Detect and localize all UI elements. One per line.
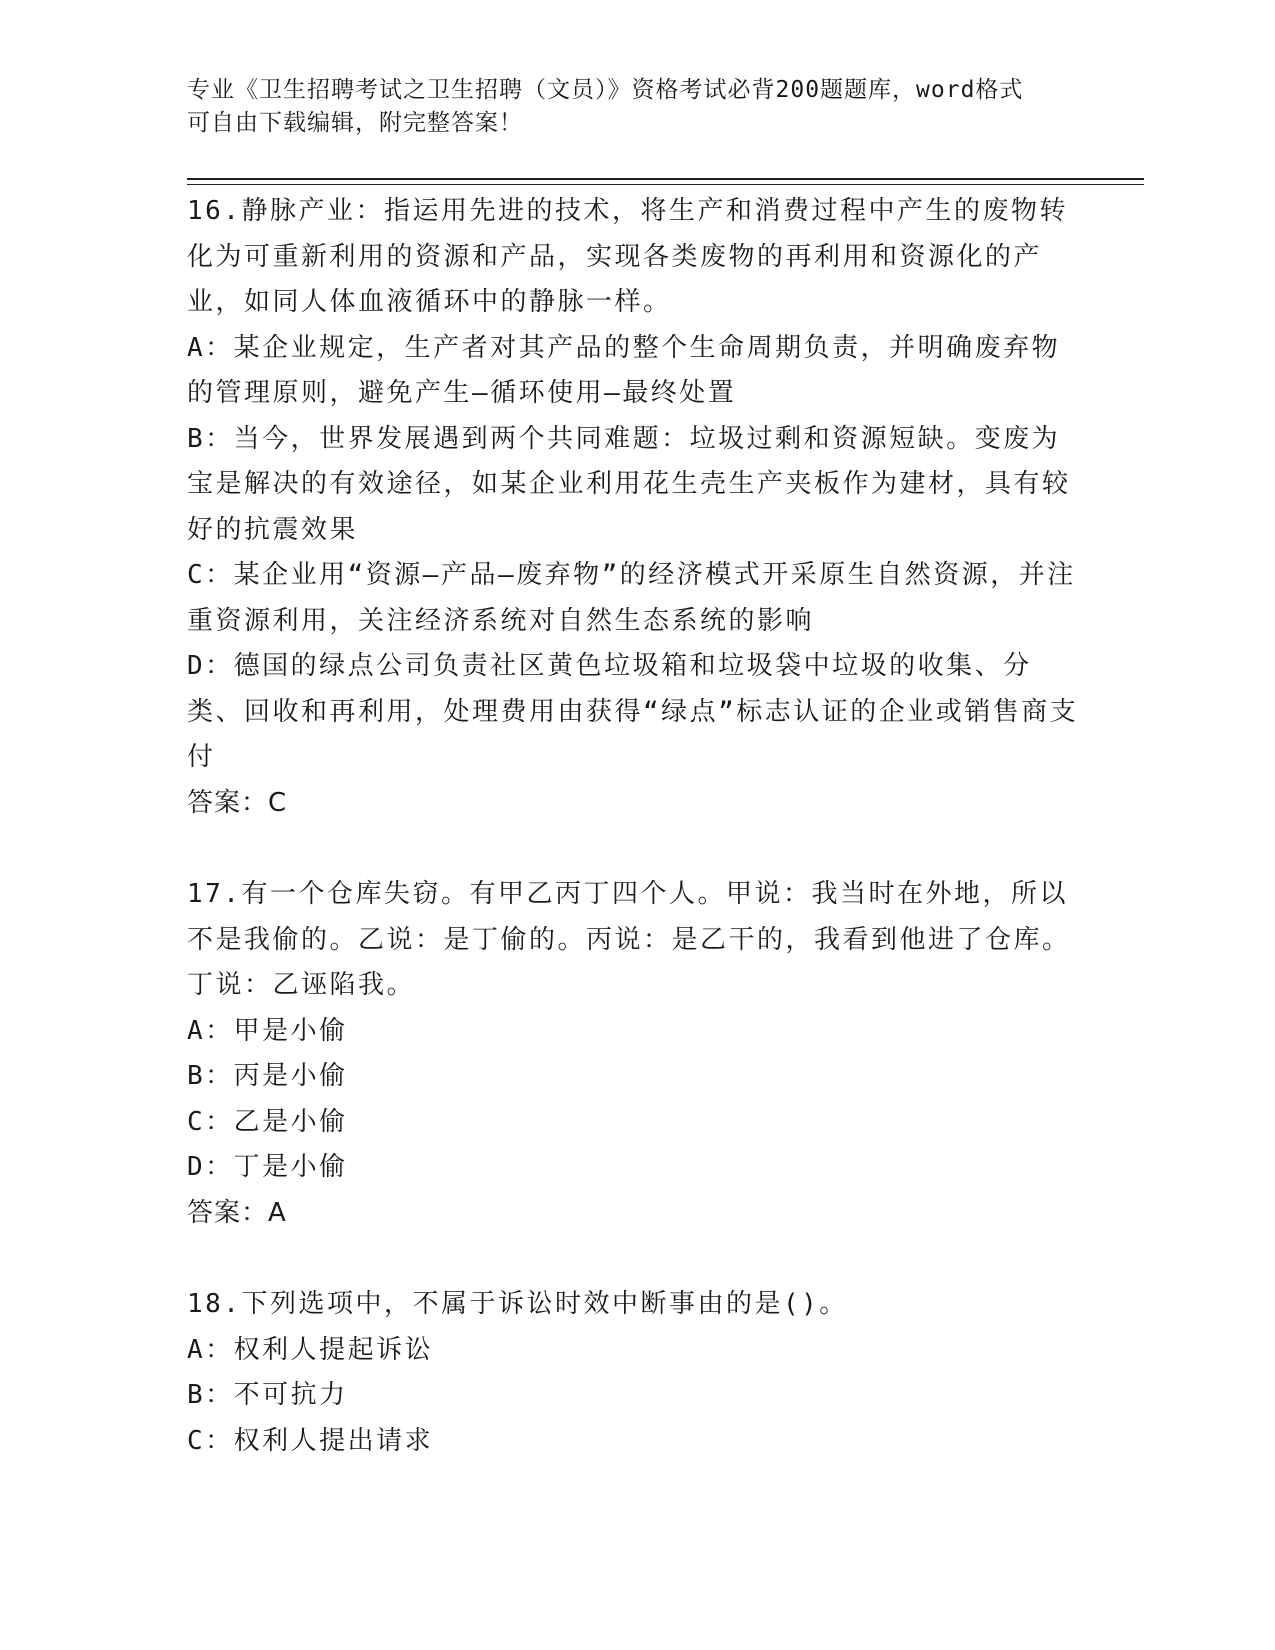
question-17 [187,872,1087,1236]
option-a: A：甲是小偷 [187,1015,348,1046]
question-stem: 17.有一个仓库失窃。有甲乙丙丁四个人。甲说：我当时在外地，所以不是我偷的。乙说：是丁偷的。丙说：是乙干的，我看到他进了仓库。丁说：乙诬陷我。 [187,879,1071,1000]
question-stem: 18.下列选项中，不属于诉讼时效中断事由的是()。 [187,1289,848,1319]
header-divider-thick [187,178,1144,180]
option-d: D：德国的绿点公司负责社区黄色垃圾箱和垃圾袋中垃圾的收集、分类、回收和再利用，处理费用由获得“绿点”标志认证的企业或销售商支付 [187,651,1079,772]
option-d: D：丁是小偷 [187,1152,348,1182]
option-b: B：当今，世界发展遇到两个共同难题：垃圾过剩和资源短缺。变废为宝是解决的有效途径，如某企业利用花生壳生产夹板作为建材，具有较好的抗震效果 [187,423,1071,545]
header-divider-thin [187,184,1144,185]
header-line-1: 专业《卫生招聘考试之卫生招聘（文员）》资格考试必背200题题库，word格式 [187,77,1024,103]
option-c: C：乙是小偷 [187,1106,348,1137]
answer-line: 答案：C [187,787,288,818]
option-c: C：权利人提出请求 [187,1425,434,1456]
question-list [187,189,1087,1510]
answer-line: 答案：A [187,1197,287,1228]
question-18 [187,1282,1087,1464]
option-a: A：权利人提起诉讼 [187,1334,434,1365]
document-header [187,74,1077,140]
option-a: A：某企业规定，生产者对其产品的整个生命周期负责，并明确废弃物的管理原则，避免产生—循环使用—最终处置 [187,332,1061,408]
header-line-2: 可自由下载编辑，附完整答案！ [187,110,523,136]
option-b: B：丙是小偷 [187,1061,348,1091]
question-16 [187,189,1087,826]
question-stem: 16.静脉产业：指运用先进的技术，将生产和消费过程中产生的废物转化为可重新利用的资源和产品，实现各类废物的再利用和资源化的产业，如同人体血液循环中的静脉一样。 [187,196,1068,317]
option-c: C：某企业用“资源—产品—废弃物”的经济模式开采原生自然资源，并注重资源利用，关注经济系统对自然生态系统的影响 [187,560,1076,636]
option-b: B：不可抗力 [187,1380,348,1410]
